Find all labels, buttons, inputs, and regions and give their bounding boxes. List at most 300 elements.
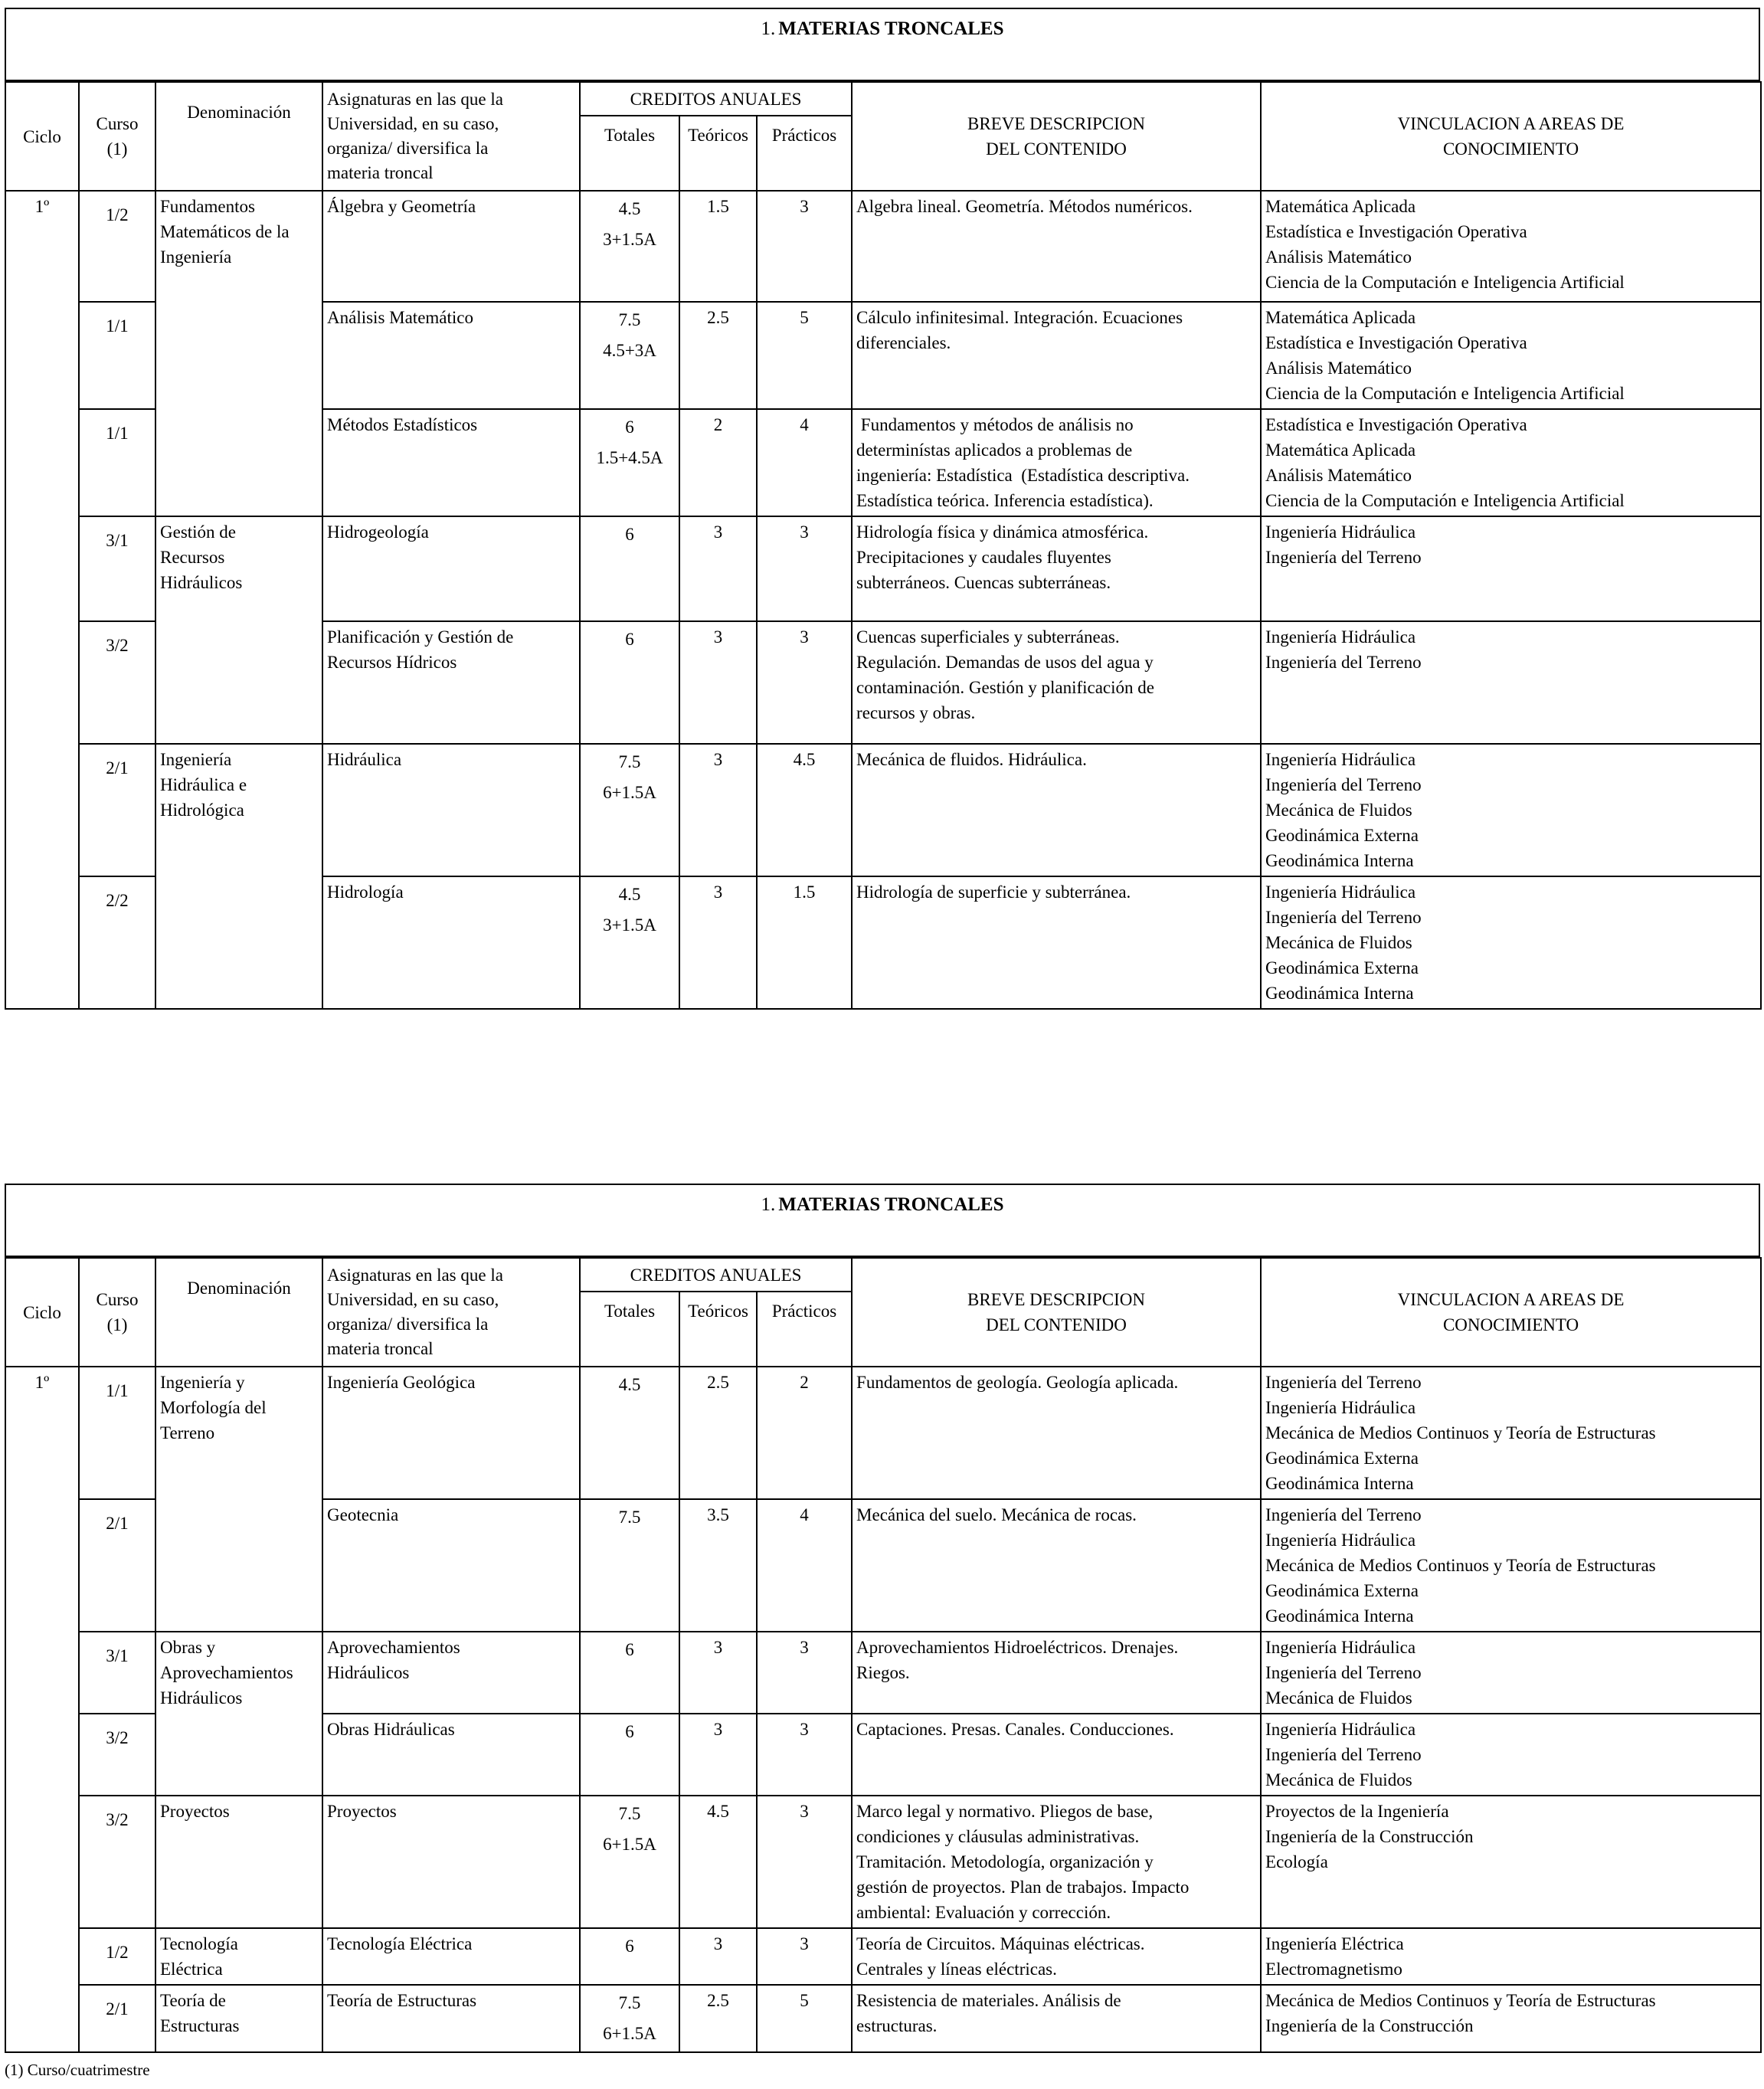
teoricos-cell <box>679 1632 757 1714</box>
header-text: Ciclo <box>23 126 61 146</box>
header-text: VINCULACION A AREAS DE <box>1397 114 1625 133</box>
curso-cell <box>79 516 155 621</box>
area-item: Ingeniería Hidráulica <box>1265 1531 1416 1550</box>
area-item: Ciencia de la Computación e Inteligencia Artificial <box>1265 384 1625 403</box>
totales-value: 6 <box>625 1640 634 1659</box>
totales-cell <box>580 1985 679 2052</box>
curso-cell <box>79 1985 155 2052</box>
practicos-cell <box>757 1367 852 1499</box>
curso-value: 1/1 <box>106 316 129 336</box>
teoricos-value: 2.5 <box>707 1373 729 1392</box>
areas-cell <box>1261 1499 1761 1632</box>
descripcion-line: diferenciales. <box>856 333 951 352</box>
area-item: Ciencia de la Computación e Inteligencia Artificial <box>1265 273 1625 292</box>
col-curso-header <box>79 82 155 191</box>
header-text: Totales <box>604 126 656 145</box>
curso-value: 1/1 <box>106 424 129 443</box>
asignatura-line: Hidráulicos <box>327 1663 410 1682</box>
totales-cell <box>580 191 679 302</box>
totales-cell <box>580 1796 679 1928</box>
totales-value: 7.5 <box>618 1993 641 2012</box>
practicos-value: 3 <box>800 627 809 647</box>
totales-value: 3+1.5A <box>603 230 656 249</box>
header-text: materia troncal <box>327 1339 434 1358</box>
area-item: Análisis Matemático <box>1265 359 1412 378</box>
totales-cell <box>580 621 679 744</box>
asignatura-cell <box>322 1632 580 1714</box>
curso-cell <box>79 1796 155 1928</box>
table-row <box>5 1632 1761 1714</box>
totales-value: 7.5 <box>618 1804 641 1823</box>
descripcion-cell <box>852 302 1261 409</box>
practicos-cell <box>757 1796 852 1928</box>
materias-table <box>5 81 1762 1010</box>
totales-value: 3+1.5A <box>603 915 656 935</box>
table-row <box>5 1985 1761 2052</box>
asignatura-line: Recursos Hídricos <box>327 653 457 672</box>
area-item: Ingeniería del Terreno <box>1265 1373 1422 1392</box>
area-item: Matemática Aplicada <box>1265 308 1416 327</box>
descripcion-line: Regulación. Demandas de usos del agua y <box>856 653 1154 672</box>
descripcion-cell <box>852 621 1261 744</box>
descripcion-cell <box>852 1985 1261 2052</box>
totales-value: 4.5+3A <box>603 341 656 360</box>
practicos-cell <box>757 1714 852 1796</box>
totales-cell <box>580 1367 679 1499</box>
header-text: DEL CONTENIDO <box>986 1315 1127 1334</box>
col-vinculacion-header <box>1261 82 1761 191</box>
practicos-cell <box>757 516 852 621</box>
areas-cell <box>1261 1367 1761 1499</box>
area-item: Estadística e Investigación Operativa <box>1265 222 1527 241</box>
asignatura-cell <box>322 1714 580 1796</box>
areas-cell <box>1261 744 1761 876</box>
curso-cell <box>79 1367 155 1499</box>
descripcion-cell <box>852 1499 1261 1632</box>
curso-value: 3/2 <box>106 636 129 655</box>
practicos-value: 3 <box>800 1934 809 1953</box>
area-item: Ingeniería del Terreno <box>1265 1663 1422 1682</box>
asignatura-line: Tecnología Eléctrica <box>327 1934 473 1953</box>
teoricos-value: 3 <box>713 627 723 647</box>
totales-value: 6+1.5A <box>603 2024 656 2043</box>
teoricos-value: 3 <box>713 750 723 769</box>
materias-table <box>5 1257 1762 2053</box>
practicos-value: 4 <box>800 1505 809 1524</box>
areas-cell <box>1261 302 1761 409</box>
area-item: Geodinámica Externa <box>1265 826 1419 845</box>
footnote: (1) Curso/cuatrimestre <box>5 2061 150 2079</box>
curso-cell <box>79 191 155 302</box>
header-text: Asignaturas en las que la <box>327 90 503 109</box>
header-text: CREDITOS ANUALES <box>630 89 802 109</box>
table-row <box>5 1928 1761 1985</box>
denominacion-cell <box>155 1985 322 2052</box>
header-text: Teóricos <box>688 1302 748 1321</box>
area-item: Análisis Matemático <box>1265 466 1412 485</box>
header-text: Universidad, en su caso, <box>327 114 499 133</box>
totales-value: 6 <box>625 630 634 649</box>
header-text: CONOCIMIENTO <box>1442 139 1579 159</box>
ciclo-cell <box>5 191 79 1009</box>
header-text: CREDITOS ANUALES <box>630 1265 802 1285</box>
descripcion-line: ingeniería: Estadística (Estadística descriptiva. <box>856 466 1190 485</box>
area-item: Geodinámica Interna <box>1265 1606 1414 1626</box>
header-text: (1) <box>106 139 128 159</box>
descripcion-line: Fundamentos de geología. Geología aplicada. <box>856 1373 1179 1392</box>
area-item: Estadística e Investigación Operativa <box>1265 333 1527 352</box>
header-row <box>5 1258 1761 1292</box>
descripcion-line: Cuencas superficiales y subterráneas. <box>856 627 1120 647</box>
col-totales-header <box>580 116 679 191</box>
area-item: Ingeniería del Terreno <box>1265 775 1422 794</box>
ciclo-value: 1º <box>34 197 50 216</box>
asignatura-cell <box>322 1367 580 1499</box>
curso-value: 2/1 <box>106 758 129 778</box>
areas-cell <box>1261 1985 1761 2052</box>
descripcion-cell <box>852 1714 1261 1796</box>
practicos-value: 3 <box>800 1720 809 1739</box>
header-text: Curso <box>96 1290 139 1309</box>
header-text: organiza/ diversifica la <box>327 1315 489 1334</box>
practicos-value: 4 <box>800 415 809 434</box>
denominacion-line: Ingeniería <box>160 750 232 769</box>
totales-value: 6+1.5A <box>603 1835 656 1854</box>
descripcion-line: condiciones y cláusulas administrativas. <box>856 1827 1140 1846</box>
table-row <box>5 1367 1761 1499</box>
area-item: Geodinámica Externa <box>1265 958 1419 977</box>
denominacion-line: Hidráulicos <box>160 573 243 592</box>
header-text: Ciclo <box>23 1302 61 1322</box>
curso-value: 2/1 <box>106 1999 129 2019</box>
asignatura-line: Análisis Matemático <box>327 308 473 327</box>
asignatura-cell <box>322 1928 580 1985</box>
curso-value: 3/1 <box>106 531 129 550</box>
practicos-value: 4.5 <box>793 750 816 769</box>
area-item: Electromagnetismo <box>1265 1960 1402 1979</box>
area-item: Ingeniería del Terreno <box>1265 653 1422 672</box>
area-item: Ingeniería Eléctrica <box>1265 1934 1404 1953</box>
area-item: Mecánica de Medios Continuos y Teoría de Estructuras <box>1265 1991 1656 2010</box>
area-item: Estadística e Investigación Operativa <box>1265 415 1527 434</box>
area-item: Geodinámica Interna <box>1265 851 1414 870</box>
curso-value: 3/2 <box>106 1728 129 1747</box>
teoricos-cell <box>679 1499 757 1632</box>
asignatura-line: Ingeniería Geológica <box>327 1373 476 1392</box>
totales-cell <box>580 409 679 516</box>
header-text: Curso <box>96 114 139 133</box>
descripcion-line: Mecánica del suelo. Mecánica de rocas. <box>856 1505 1137 1524</box>
asignatura-line: Métodos Estadísticos <box>327 415 478 434</box>
descripcion-line: contaminación. Gestión y planificación de <box>856 678 1154 697</box>
practicos-cell <box>757 876 852 1009</box>
section-number: 1. <box>761 1194 776 1215</box>
descripcion-cell <box>852 876 1261 1009</box>
denominacion-line: Proyectos <box>160 1802 230 1821</box>
area-item: Ingeniería Hidráulica <box>1265 1638 1416 1657</box>
denominacion-line: Obras y <box>160 1638 216 1657</box>
section-1 <box>5 8 1760 1010</box>
practicos-cell <box>757 744 852 876</box>
col-teoricos-header <box>679 116 757 191</box>
header-text: Prácticos <box>771 1302 837 1321</box>
totales-cell <box>580 1714 679 1796</box>
totales-value: 6 <box>625 1722 634 1741</box>
asignatura-line: Hidrogeología <box>327 522 429 542</box>
practicos-value: 3 <box>800 1638 809 1657</box>
area-item: Mecánica de Fluidos <box>1265 1770 1412 1789</box>
totales-cell <box>580 744 679 876</box>
totales-value: 6 <box>625 1937 634 1956</box>
areas-cell <box>1261 1632 1761 1714</box>
practicos-value: 5 <box>800 308 809 327</box>
asignatura-line: Hidrología <box>327 882 404 902</box>
curso-cell <box>79 1499 155 1632</box>
teoricos-value: 3 <box>713 882 723 902</box>
denominacion-line: Ingeniería y <box>160 1373 245 1392</box>
teoricos-value: 3 <box>713 1720 723 1739</box>
asignatura-line: Álgebra y Geometría <box>327 197 476 216</box>
denominacion-line: Gestión de <box>160 522 237 542</box>
col-denominacion-header <box>155 1258 322 1367</box>
totales-value: 7.5 <box>618 310 641 329</box>
areas-cell <box>1261 1928 1761 1985</box>
practicos-cell <box>757 409 852 516</box>
areas-cell <box>1261 191 1761 302</box>
header-text: Universidad, en su caso, <box>327 1290 499 1309</box>
area-item: Ingeniería Hidráulica <box>1265 750 1416 769</box>
asignatura-line: Planificación y Gestión de <box>327 627 514 647</box>
area-item: Ingeniería Hidráulica <box>1265 882 1416 902</box>
teoricos-value: 3 <box>713 1934 723 1953</box>
asignatura-line: Obras Hidráulicas <box>327 1720 455 1739</box>
totales-cell <box>580 516 679 621</box>
area-item: Ingeniería Hidráulica <box>1265 627 1416 647</box>
header-text: Denominación <box>187 1279 291 1298</box>
totales-value: 6 <box>625 417 634 437</box>
areas-cell <box>1261 1796 1761 1928</box>
curso-cell <box>79 744 155 876</box>
denominacion-line: Morfología del <box>160 1398 267 1417</box>
descripcion-cell <box>852 1796 1261 1928</box>
curso-cell <box>79 1714 155 1796</box>
curso-value: 3/1 <box>106 1646 129 1665</box>
descripcion-line: Precipitaciones y caudales fluyentes <box>856 548 1111 567</box>
ciclo-cell <box>5 1367 79 2052</box>
area-item: Mecánica de Fluidos <box>1265 933 1412 952</box>
curso-value: 3/2 <box>106 1810 129 1829</box>
area-item: Ingeniería del Terreno <box>1265 1745 1422 1764</box>
area-item: Geodinámica Externa <box>1265 1581 1419 1600</box>
practicos-cell <box>757 302 852 409</box>
col-creditos-header <box>580 82 852 116</box>
asignatura-cell <box>322 1985 580 2052</box>
denominacion-cell <box>155 1632 322 1796</box>
area-item: Ingeniería Hidráulica <box>1265 1398 1416 1417</box>
descripcion-line: Fundamentos y métodos de análisis no <box>856 415 1134 434</box>
header-text: BREVE DESCRIPCION <box>967 114 1145 133</box>
area-item: Análisis Matemático <box>1265 247 1412 267</box>
descripcion-line: gestión de proyectos. Plan de trabajos. Impacto <box>856 1878 1190 1897</box>
denominacion-cell <box>155 1367 322 1632</box>
area-item: Ingeniería de la Construcción <box>1265 2016 1474 2035</box>
teoricos-value: 4.5 <box>707 1802 729 1821</box>
teoricos-cell <box>679 1985 757 2052</box>
asignatura-cell <box>322 191 580 302</box>
totales-cell <box>580 1499 679 1632</box>
denominacion-cell <box>155 1796 322 1928</box>
curso-value: 1/2 <box>106 1943 129 1962</box>
descripcion-line: Cálculo infinitesimal. Integración. Ecuaciones <box>856 308 1183 327</box>
asignatura-cell <box>322 744 580 876</box>
curso-cell <box>79 302 155 409</box>
asignatura-cell <box>322 1499 580 1632</box>
denominacion-line: Fundamentos <box>160 197 255 216</box>
area-item: Ingeniería del Terreno <box>1265 1505 1422 1524</box>
curso-cell <box>79 409 155 516</box>
section-title: MATERIAS TRONCALES <box>778 18 1004 39</box>
col-descripcion-header <box>852 82 1261 191</box>
areas-cell <box>1261 516 1761 621</box>
teoricos-cell <box>679 1714 757 1796</box>
area-item: Mecánica de Fluidos <box>1265 801 1412 820</box>
descripcion-line: Captaciones. Presas. Canales. Conducciones. <box>856 1720 1174 1739</box>
area-item: Matemática Aplicada <box>1265 440 1416 460</box>
area-item: Mecánica de Fluidos <box>1265 1688 1412 1708</box>
curso-value: 1/1 <box>106 1381 129 1400</box>
areas-cell <box>1261 409 1761 516</box>
col-asignaturas-header <box>322 82 580 191</box>
totales-value: 7.5 <box>618 1508 641 1527</box>
descripcion-cell <box>852 516 1261 621</box>
totales-value: 6+1.5A <box>603 783 656 802</box>
area-item: Ingeniería de la Construcción <box>1265 1827 1474 1846</box>
denominacion-line: Aprovechamientos <box>160 1663 293 1682</box>
teoricos-cell <box>679 516 757 621</box>
curso-cell <box>79 1928 155 1985</box>
practicos-cell <box>757 1985 852 2052</box>
teoricos-cell <box>679 621 757 744</box>
asignatura-cell <box>322 409 580 516</box>
descripcion-line: Resistencia de materiales. Análisis de <box>856 1991 1121 2010</box>
descripcion-line: Tramitación. Metodología, organización y <box>856 1852 1154 1871</box>
asignatura-line: Aprovechamientos <box>327 1638 460 1657</box>
teoricos-value: 2.5 <box>707 1991 729 2010</box>
asignatura-line: Geotecnia <box>327 1505 399 1524</box>
section-2 <box>5 1184 1760 2053</box>
table-row <box>5 516 1761 621</box>
asignatura-cell <box>322 302 580 409</box>
table-row <box>5 191 1761 302</box>
totales-cell <box>580 1632 679 1714</box>
practicos-cell <box>757 621 852 744</box>
asignatura-cell <box>322 621 580 744</box>
descripcion-cell <box>852 1632 1261 1714</box>
table-header-banner <box>5 8 1760 81</box>
table-row <box>5 1796 1761 1928</box>
asignatura-line: Proyectos <box>327 1802 397 1821</box>
practicos-cell <box>757 191 852 302</box>
teoricos-cell <box>679 409 757 516</box>
totales-cell <box>580 302 679 409</box>
asignatura-cell <box>322 876 580 1009</box>
practicos-value: 2 <box>800 1373 809 1392</box>
descripcion-cell <box>852 409 1261 516</box>
header-text: (1) <box>106 1315 128 1334</box>
teoricos-cell <box>679 191 757 302</box>
descripcion-line: Aprovechamientos Hidroeléctricos. Drenajes. <box>856 1638 1179 1657</box>
curso-value: 2/1 <box>106 1514 129 1533</box>
col-asignaturas-header <box>322 1258 580 1367</box>
section-title: MATERIAS TRONCALES <box>778 1194 1004 1215</box>
totales-value: 4.5 <box>618 885 641 904</box>
section-number: 1. <box>761 18 776 39</box>
area-item: Geodinámica Externa <box>1265 1449 1419 1468</box>
header-text: CONOCIMIENTO <box>1442 1315 1579 1334</box>
col-ciclo-header <box>5 1258 79 1367</box>
descripcion-line: subterráneos. Cuencas subterráneas. <box>856 573 1111 592</box>
teoricos-cell <box>679 876 757 1009</box>
col-totales-header <box>580 1292 679 1367</box>
totales-value: 7.5 <box>618 752 641 771</box>
areas-cell <box>1261 621 1761 744</box>
area-item: Ciencia de la Computación e Inteligencia Artificial <box>1265 491 1625 510</box>
areas-cell <box>1261 1714 1761 1796</box>
asignatura-cell <box>322 516 580 621</box>
practicos-cell <box>757 1499 852 1632</box>
descripcion-line: estructuras. <box>856 2016 938 2035</box>
teoricos-value: 3 <box>713 1638 723 1657</box>
table-header-banner <box>5 1184 1760 1257</box>
area-item: Ingeniería del Terreno <box>1265 908 1422 927</box>
curso-cell <box>79 876 155 1009</box>
areas-cell <box>1261 876 1761 1009</box>
header-text: DEL CONTENIDO <box>986 139 1127 159</box>
teoricos-value: 3 <box>713 522 723 542</box>
area-item: Ingeniería del Terreno <box>1265 548 1422 567</box>
practicos-value: 5 <box>800 1991 809 2010</box>
totales-value: 1.5+4.5A <box>596 448 663 467</box>
practicos-value: 3 <box>800 522 809 542</box>
denominacion-line: Recursos <box>160 548 225 567</box>
curso-value: 2/2 <box>106 891 129 910</box>
ciclo-value: 1º <box>34 1373 50 1392</box>
col-curso-header <box>79 1258 155 1367</box>
header-text: Totales <box>604 1302 656 1321</box>
area-item: Matemática Aplicada <box>1265 197 1416 216</box>
teoricos-value: 1.5 <box>707 197 729 216</box>
totales-cell <box>580 1928 679 1985</box>
denominacion-line: Teoría de <box>160 1991 226 2010</box>
descripcion-cell <box>852 1367 1261 1499</box>
teoricos-value: 3.5 <box>707 1505 729 1524</box>
teoricos-value: 2 <box>713 415 723 434</box>
teoricos-cell <box>679 1928 757 1985</box>
header-text: materia troncal <box>327 163 434 182</box>
descripcion-line: Hidrología de superficie y subterránea. <box>856 882 1131 902</box>
header-text: Teóricos <box>688 126 748 145</box>
header-text: BREVE DESCRIPCION <box>967 1290 1145 1309</box>
area-item: Ecología <box>1265 1852 1328 1871</box>
col-practicos-header <box>757 116 852 191</box>
col-descripcion-header <box>852 1258 1261 1367</box>
denominacion-cell <box>155 1928 322 1985</box>
descripcion-line: Hidrología física y dinámica atmosférica. <box>856 522 1149 542</box>
denominacion-line: Terreno <box>160 1423 215 1442</box>
denominacion-line: Ingeniería <box>160 247 232 267</box>
asignatura-line: Teoría de Estructuras <box>327 1991 477 2010</box>
descripcion-line: Riegos. <box>856 1663 910 1682</box>
